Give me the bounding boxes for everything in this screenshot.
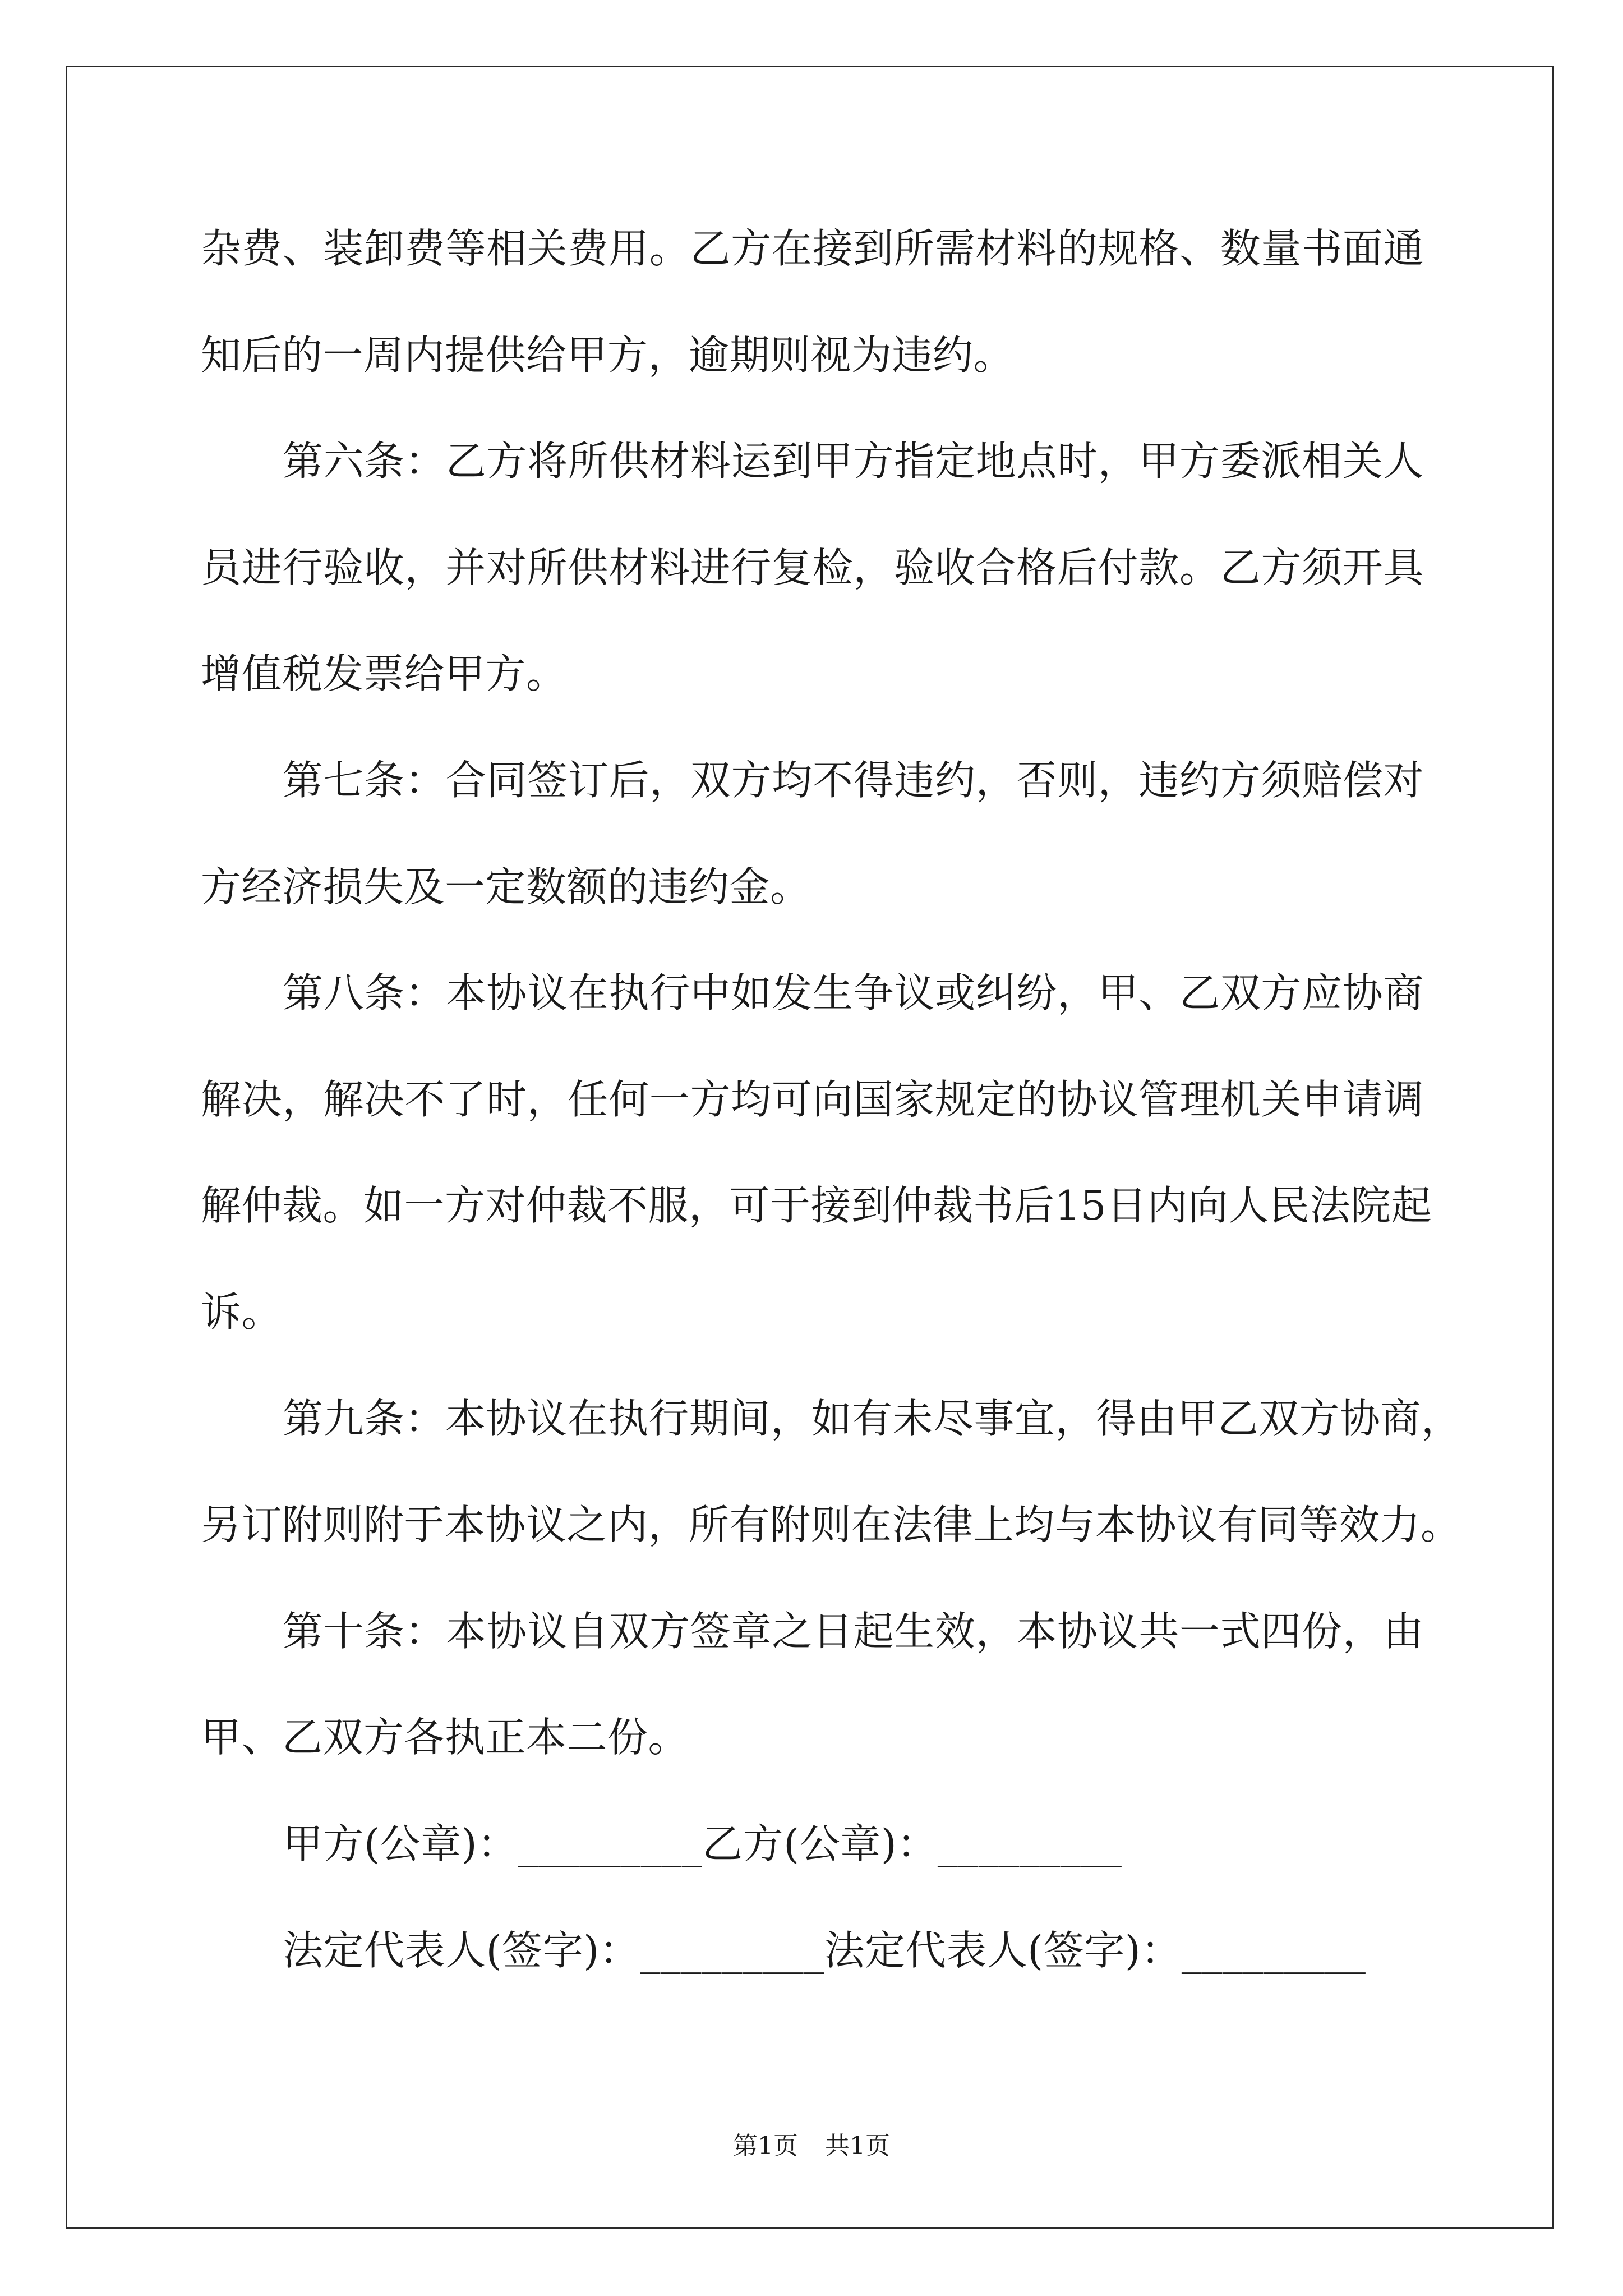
- paragraph-article-8: [201, 940, 1432, 1365]
- text-line: 第十条：本协议自双方签章之日起生效，本协议共一式四份，由: [283, 1607, 1424, 1655]
- paragraph-article-9: [201, 1366, 1462, 1579]
- text-line: 解决，解决不了时，任何一方均可向国家规定的协议管理机关申请调: [201, 1075, 1424, 1123]
- signature-line-representative: 法定代表人(签字)：_________法定代表人(签字)：_________: [283, 1926, 1366, 1974]
- text-line: 第七条：合同签订后，双方均不得违约，否则，违约方须赔偿对: [283, 756, 1424, 804]
- page-footer: [0, 2129, 1623, 2163]
- text-line: 第六条：乙方将所供材料运到甲方指定地点时，甲方委派相关人: [283, 438, 1424, 485]
- text-line: 杂费、装卸费等相关费用。乙方在接到所需材料的规格、数量书面通: [201, 225, 1424, 272]
- page-total: 共1页: [825, 2132, 890, 2160]
- page-number: 第1页: [733, 2132, 798, 2160]
- paragraph-article-7: [201, 728, 1424, 940]
- signature-line-seal: 甲方(公章)：_________乙方(公章)：_________: [283, 1820, 1122, 1867]
- text-line: 解仲裁。如一方对仲裁不服，可于接到仲裁书后15日内向人民法院起: [201, 1182, 1432, 1230]
- text-line: 第八条：本协议在执行中如发生争议或纠纷，甲、乙双方应协商: [283, 969, 1424, 1017]
- document-body: [201, 196, 1462, 2004]
- paragraph-article-10: [201, 1579, 1424, 1791]
- paragraph: [201, 196, 1424, 408]
- text-line: 员进行验收，并对所供材料进行复检，验收合格后付款。乙方须开具: [201, 544, 1424, 591]
- text-line: 增值税发票给甲方。: [201, 650, 567, 698]
- signature-block: [201, 1791, 1424, 2004]
- text-line: 甲、乙双方各执正本二份。: [201, 1714, 689, 1761]
- paragraph-article-6: [201, 408, 1424, 728]
- text-line: 知后的一周内提供给甲方，逾期则视为违约。: [201, 331, 1015, 379]
- text-line: 另订附则附于本协议之内，所有附则在法律上均与本协议有同等效力。: [201, 1501, 1461, 1549]
- text-line: 第九条：本协议在执行期间，如有未尽事宜，得由甲乙双方协商，: [283, 1395, 1462, 1442]
- text-line: 诉。: [201, 1288, 283, 1336]
- text-line: 方经济损失及一定数额的违约金。: [201, 863, 811, 910]
